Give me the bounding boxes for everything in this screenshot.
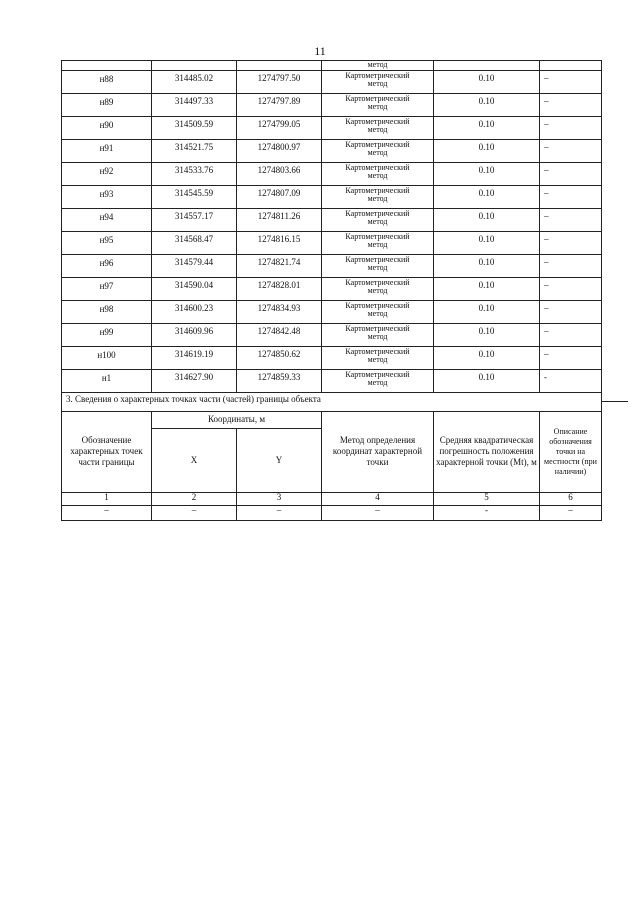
accuracy-value: 0.10 xyxy=(434,139,540,162)
description-value: – xyxy=(540,70,602,93)
point-code: н99 xyxy=(62,323,152,346)
point-row xyxy=(62,208,602,231)
method-cell xyxy=(322,369,434,392)
method-cell xyxy=(322,323,434,346)
method-cell xyxy=(322,93,434,116)
accuracy-value: 0.10 xyxy=(434,300,540,323)
column-number: 2 xyxy=(152,492,237,505)
point-code: н96 xyxy=(62,254,152,277)
method-line-1: Картометрический xyxy=(345,208,410,218)
method-cell xyxy=(322,231,434,254)
method-line-1: Картометрический xyxy=(345,369,410,379)
method-line-2: метод xyxy=(367,378,388,387)
x-coordinate: 314509.59 xyxy=(152,116,237,139)
accuracy-value: 0.10 xyxy=(434,70,540,93)
y-coordinate: 1274834.93 xyxy=(237,300,322,323)
y-coordinate: 1274797.89 xyxy=(237,93,322,116)
x-coordinate: 314521.75 xyxy=(152,139,237,162)
y-coordinate: 1274799.05 xyxy=(237,116,322,139)
method-line-2: метод xyxy=(367,286,388,295)
method-line-1: Картометрический xyxy=(345,254,410,264)
description-value: – xyxy=(540,139,602,162)
method-cell xyxy=(322,116,434,139)
header-x: X xyxy=(152,428,237,492)
point-row xyxy=(62,93,602,116)
description-value: – xyxy=(540,277,602,300)
method-line-1: Картометрический xyxy=(345,300,410,310)
method-cell xyxy=(322,185,434,208)
empty-data-row xyxy=(62,505,602,520)
point-row xyxy=(62,162,602,185)
column-number: 6 xyxy=(540,492,602,505)
x-coordinate: 314568.47 xyxy=(152,231,237,254)
section-3-title-row xyxy=(62,392,602,411)
method-line-1: Картометрический xyxy=(345,323,410,333)
method-line-2: метод xyxy=(367,217,388,226)
empty-cell: – xyxy=(152,505,237,520)
point-row xyxy=(62,231,602,254)
x-coordinate: 314609.96 xyxy=(152,323,237,346)
description-value: – xyxy=(540,162,602,185)
method-cell: метод xyxy=(322,61,434,71)
column-number-row xyxy=(62,492,602,505)
y-coordinate: 1274842.48 xyxy=(237,323,322,346)
description-value: – xyxy=(540,231,602,254)
method-cell xyxy=(322,277,434,300)
column-number: 1 xyxy=(62,492,152,505)
method-line-2: метод xyxy=(367,102,388,111)
description-value: – xyxy=(540,254,602,277)
empty-cell: – xyxy=(62,505,152,520)
accuracy-value: 0.10 xyxy=(434,93,540,116)
x-coordinate: 314627.90 xyxy=(152,369,237,392)
x-coordinate: 314557.17 xyxy=(152,208,237,231)
y-coordinate: 1274816.15 xyxy=(237,231,322,254)
x-coordinate: 314590.04 xyxy=(152,277,237,300)
empty-cell: – xyxy=(540,505,602,520)
point-code: н90 xyxy=(62,116,152,139)
method-line-1: Картометрический xyxy=(345,139,410,149)
point-code: н95 xyxy=(62,231,152,254)
point-code: н97 xyxy=(62,277,152,300)
point-code: н88 xyxy=(62,70,152,93)
point-code: н92 xyxy=(62,162,152,185)
method-cell xyxy=(322,70,434,93)
x-coordinate: 314600.23 xyxy=(152,300,237,323)
point-row xyxy=(62,185,602,208)
accuracy-value: 0.10 xyxy=(434,323,540,346)
y-coordinate: 1274803.66 xyxy=(237,162,322,185)
accuracy-value: 0.10 xyxy=(434,231,540,254)
description-value: – xyxy=(540,185,602,208)
method-line-2: метод xyxy=(367,309,388,318)
x-coordinate: 314579.44 xyxy=(152,254,237,277)
y-coordinate: 1274821.74 xyxy=(237,254,322,277)
method-line-2: метод xyxy=(367,194,388,203)
description-value: – xyxy=(540,116,602,139)
y-coordinate: 1274811.26 xyxy=(237,208,322,231)
section-3-title: 3. Сведения о характерных точках части (частей) границы объекта xyxy=(62,392,602,411)
y-coordinate: 1274828.01 xyxy=(237,277,322,300)
point-code: н98 xyxy=(62,300,152,323)
accuracy-value: 0.10 xyxy=(434,254,540,277)
description-value: - xyxy=(540,369,602,392)
column-number: 5 xyxy=(434,492,540,505)
accuracy-value: 0.10 xyxy=(434,208,540,231)
empty-cell: – xyxy=(322,505,434,520)
method-line-2: метод xyxy=(367,125,388,134)
point-code: н93 xyxy=(62,185,152,208)
method-line-1: Картометрический xyxy=(345,277,410,287)
continuation-row xyxy=(62,61,602,71)
method-cell xyxy=(322,254,434,277)
header-y: Y xyxy=(237,428,322,492)
column-number: 3 xyxy=(237,492,322,505)
empty-cell: – xyxy=(237,505,322,520)
description-value: – xyxy=(540,346,602,369)
method-line-1: Картометрический xyxy=(345,70,410,80)
method-cell xyxy=(322,346,434,369)
x-coordinate: 314619.19 xyxy=(152,346,237,369)
accuracy-value: 0.10 xyxy=(434,116,540,139)
x-coordinate: 314533.76 xyxy=(152,162,237,185)
header-accuracy: Средняя квадратическая погрешность положения характерной точки (Mt), м xyxy=(434,411,540,492)
accuracy-value: 0.10 xyxy=(434,277,540,300)
method-line-1: Картометрический xyxy=(345,116,410,126)
coordinates-table xyxy=(61,60,602,521)
empty-cell: - xyxy=(434,505,540,520)
method-line-2: метод xyxy=(367,79,388,88)
method-line-1: Картометрический xyxy=(345,93,410,103)
point-row xyxy=(62,70,602,93)
point-row xyxy=(62,323,602,346)
description-value: – xyxy=(540,300,602,323)
method-line-2: метод xyxy=(367,263,388,272)
y-coordinate: 1274797.50 xyxy=(237,70,322,93)
point-code: н94 xyxy=(62,208,152,231)
method-line-1: Картометрический xyxy=(345,346,410,356)
y-coordinate: 1274859.33 xyxy=(237,369,322,392)
header-coordinates: Координаты, м xyxy=(152,411,322,428)
y-coordinate: 1274850.62 xyxy=(237,346,322,369)
description-value: – xyxy=(540,93,602,116)
point-code: н1 xyxy=(62,369,152,392)
column-number: 4 xyxy=(322,492,434,505)
header-description: Описание обозначения точки на местности (при наличии) xyxy=(540,411,602,492)
point-row xyxy=(62,369,602,392)
method-line-2: метод xyxy=(367,332,388,341)
method-line-1: Картометрический xyxy=(345,231,410,241)
accuracy-value: 0.10 xyxy=(434,346,540,369)
description-value: – xyxy=(540,208,602,231)
table-edge-line xyxy=(601,401,628,402)
method-cell xyxy=(322,300,434,323)
header-point-code: Обозначение характерных точек части границы xyxy=(62,411,152,492)
point-row xyxy=(62,254,602,277)
x-coordinate: 314485.02 xyxy=(152,70,237,93)
method-line-2: метод xyxy=(367,355,388,364)
page-number: 11 xyxy=(314,44,326,58)
description-value: – xyxy=(540,323,602,346)
accuracy-value: 0.10 xyxy=(434,162,540,185)
point-row xyxy=(62,346,602,369)
x-coordinate: 314497.33 xyxy=(152,93,237,116)
point-code: н91 xyxy=(62,139,152,162)
y-coordinate: 1274800.97 xyxy=(237,139,322,162)
point-code: н100 xyxy=(62,346,152,369)
header-row-1 xyxy=(62,411,602,428)
method-cell xyxy=(322,208,434,231)
y-coordinate: 1274807.09 xyxy=(237,185,322,208)
point-code: н89 xyxy=(62,93,152,116)
point-row xyxy=(62,139,602,162)
x-coordinate: 314545.59 xyxy=(152,185,237,208)
method-line-1: Картометрический xyxy=(345,162,410,172)
method-cell xyxy=(322,162,434,185)
header-method: Метод определения координат характерной точки xyxy=(322,411,434,492)
method-line-2: метод xyxy=(367,171,388,180)
point-row xyxy=(62,277,602,300)
point-row xyxy=(62,116,602,139)
method-cell xyxy=(322,139,434,162)
point-row xyxy=(62,300,602,323)
accuracy-value: 0.10 xyxy=(434,185,540,208)
method-line-2: метод xyxy=(367,148,388,157)
accuracy-value: 0.10 xyxy=(434,369,540,392)
method-line-2: метод xyxy=(367,240,388,249)
method-line-1: Картометрический xyxy=(345,185,410,195)
